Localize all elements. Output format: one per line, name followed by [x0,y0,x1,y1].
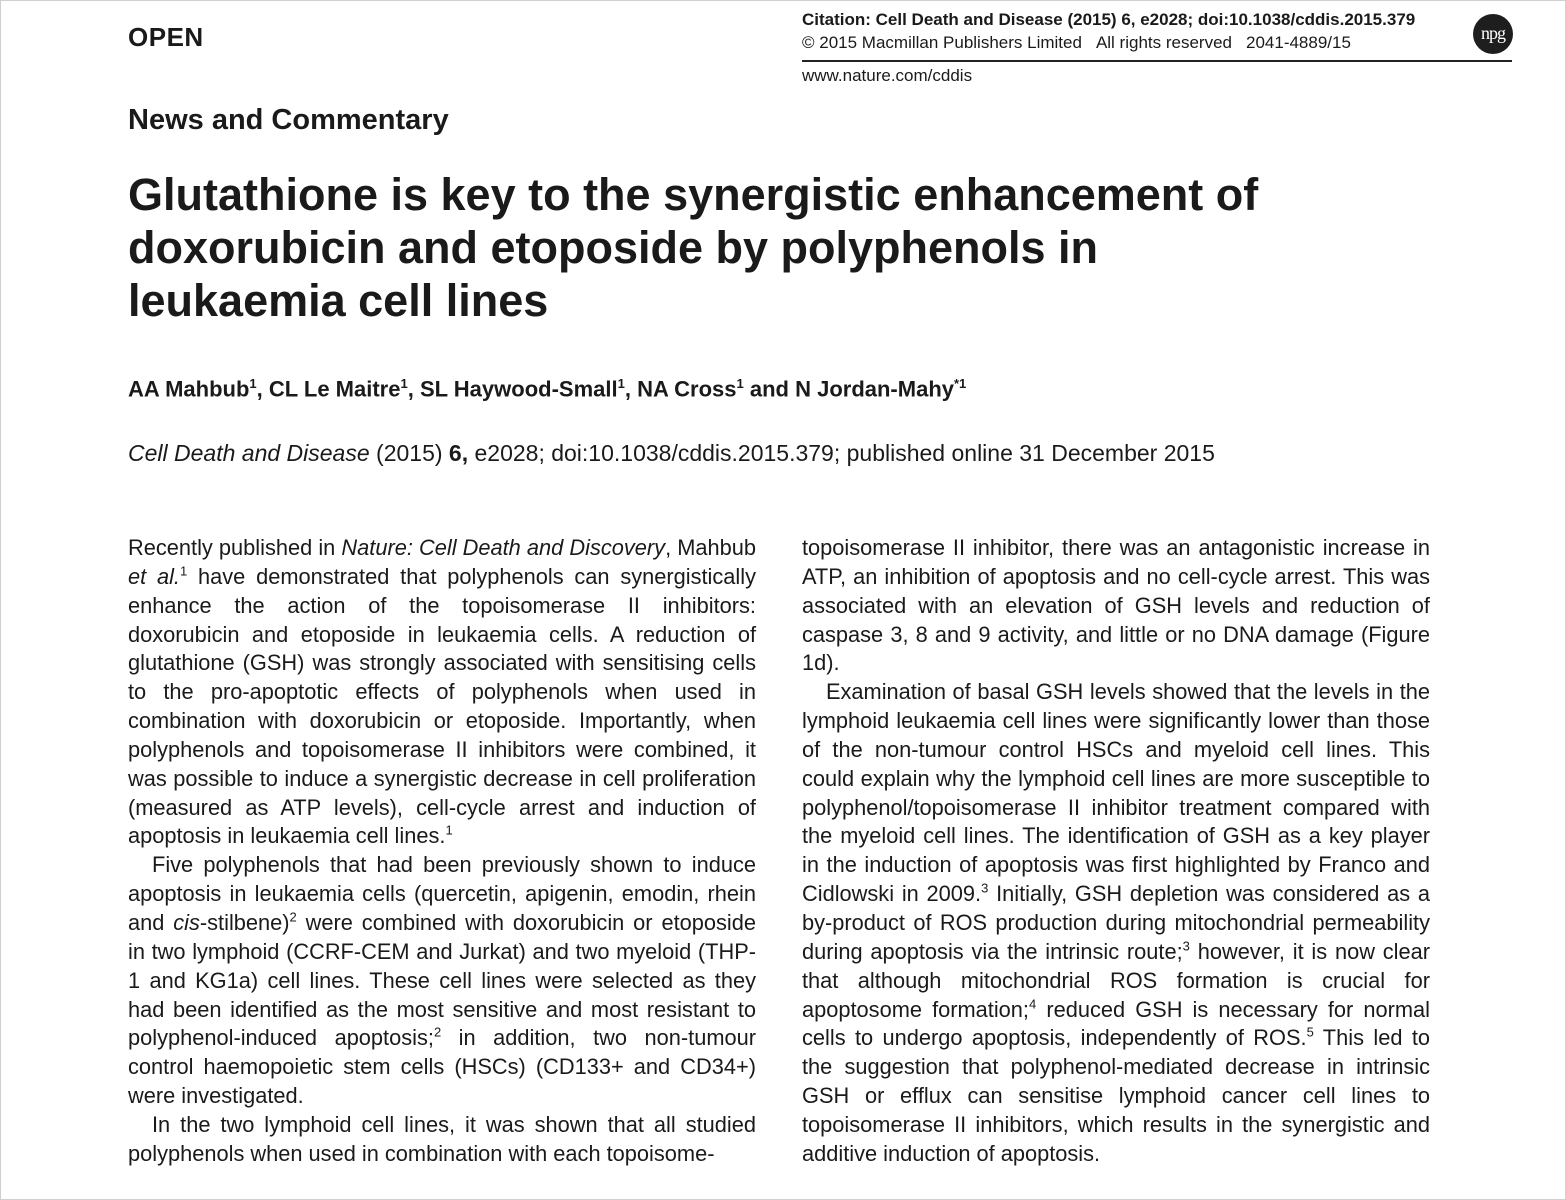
reference-marker[interactable]: 2 [433,1025,442,1041]
header-divider [802,60,1512,62]
text-run: Initially, GSH depletion was considered as a by-product of ROS production during mitochondrial permeability during apoptosis via the intrinsic route; [802,881,1430,964]
text-run: Five polyphenols that had been previously shown to induce apoptosis in leukaemia cells (quercetin, apigenin, emodin, rhein and [128,852,756,935]
et-al-italic: et al. [128,563,180,589]
text-run: , Mahbub [665,535,756,560]
journal-reference [128,440,1215,467]
text-run: Examination of basal GSH levels showed that the levels in the lymphoid leukaemia cell lines were significantly lower than those of the non-tumour control HSCs and myeloid cell lines. This could explain why the lymphoid cell lines are more susceptible to polyphenol/topoisomerase II inhibitor treatment compared with the myeloid cell lines. The identification of GSH as a key player in the induction of apoptosis was first highlighted by Franco and Cidlowski in 2009. [802,679,1430,907]
npg-logo: npg [1473,14,1513,54]
author-separator: , [256,376,269,402]
citation-block [802,8,1512,54]
text-run: in addition, two non-tumour control haemopoietic stem cells (HSCs) (CD133+ and CD34+) were investigated. [128,1025,756,1109]
journal-year: (2015) [369,440,449,466]
author-name: NA Cross [637,376,737,402]
body-paragraph [128,534,756,851]
journal-italic: Nature: Cell Death and Discovery [341,535,666,560]
journal-details: e2028; doi:10.1038/cddis.2015.379; published online 31 December 2015 [468,440,1215,466]
author-separator: , [624,376,638,402]
author-affiliation: *1 [954,376,967,391]
journal-url-link[interactable]: www.nature.com/cddis [802,66,973,85]
open-access-label: OPEN [128,22,204,52]
body-column-right [802,534,1430,1169]
text-run: have demonstrated that polyphenols can synergistically enhance the action of the topoisomerase II inhibitors: doxorubicin and etoposide in leukaemia cells. A reduction of glutathione (GSH) was strongly associated with sensitising cells to the pro-apoptotic effects of polyphenols when used in combination with doxorubicin or etoposide. Importantly, when polyphenols and topoisomerase II inhibitors were combined, it was possible to induce a synergistic decrease in cell proliferation (measured as ATP levels), cell-cycle arrest and induction of apoptosis in leukaemia cell lines. [128,563,757,849]
text-run: were combined with doxorubicin or etoposide in two lymphoid (CCRF-CEM and Jurkat) and two myeloid (THP-1 and KG1a) cell lines. These cell lines were selected as they had been identified as the most sensitive and most resistant to polyphenol-induced apoptosis; [128,909,756,1051]
reference-marker[interactable]: 5 [1306,1025,1314,1041]
reference-marker[interactable]: 4 [1029,996,1037,1012]
author-affiliation: 1 [249,376,257,391]
body-paragraph: In the two lymphoid cell lines, it was shown that all studied polyphenols when used in combination with each topoisome- [128,1111,756,1166]
body-column-left [128,534,756,1169]
text-run: This led to the suggestion that polyphenol-mediated decrease in intrinsic GSH or efflux can sensitise lymphoid cancer cell lines to topoisomerase II inhibitors, which results in the synergistic and additive induction of apoptosis. [802,1025,1430,1166]
author-name: SL Haywood-Small [419,376,618,402]
author-list [128,376,966,402]
section-heading: News and Commentary [128,104,449,136]
body-paragraph [802,678,1430,1168]
reference-marker[interactable]: 2 [289,909,297,925]
author-name: AA Mahbub [128,376,250,402]
author-separator: and [743,376,796,402]
copyright-line [802,32,1512,54]
reference-marker[interactable]: 3 [981,880,989,896]
author-affiliation: 1 [617,376,625,391]
journal-volume: 6, [448,440,469,466]
reference-marker[interactable]: 1 [445,823,453,839]
copyright-text: © 2015 Macmillan Publishers Limited [802,33,1082,52]
author-affiliation: 1 [736,376,744,391]
citation-line: Citation: Cell Death and Disease (2015) 6, e2028; doi:10.1038/cddis.2015.379 [802,10,1416,29]
text-run: -stilbene) [199,909,290,935]
title-line: leukaemia cell lines [128,275,549,326]
issn-text: 2041-4889/15 [1246,33,1351,52]
reference-marker[interactable]: 1 [180,563,188,579]
text-run: Recently published in [128,535,342,560]
title-line: doxorubicin and etoposide by polyphenols in [128,222,1099,273]
text-run: however, it is now clear that although mitochondrial ROS formation is crucial for apoptosome formation; [802,938,1430,1022]
reference-marker[interactable]: 3 [1182,938,1190,954]
body-paragraph [128,851,756,1111]
journal-name: Cell Death and Disease [128,440,370,466]
text-run: reduced GSH is necessary for normal cells to undergo apoptosis, independently of ROS. [802,996,1430,1051]
rights-text: All rights reserved [1095,33,1232,52]
author-separator: , [407,376,420,402]
author-name: CL Le Maitre [268,376,401,402]
author-affiliation: 1 [400,376,408,391]
cis-italic: cis [173,909,200,935]
author-name: N Jordan-Mahy [795,376,954,402]
article-title [128,168,1428,327]
body-paragraph: topoisomerase II inhibitor, there was an antagonistic increase in ATP, an inhibition of apoptosis and no cell-cycle arrest. This was associated with an elevation of GSH levels and reduction of caspase 3, 8 and 9 activity, and little or no DNA damage (Figure 1d). [802,535,1430,676]
title-line: Glutathione is key to the synergistic enhancement of [128,169,1259,220]
